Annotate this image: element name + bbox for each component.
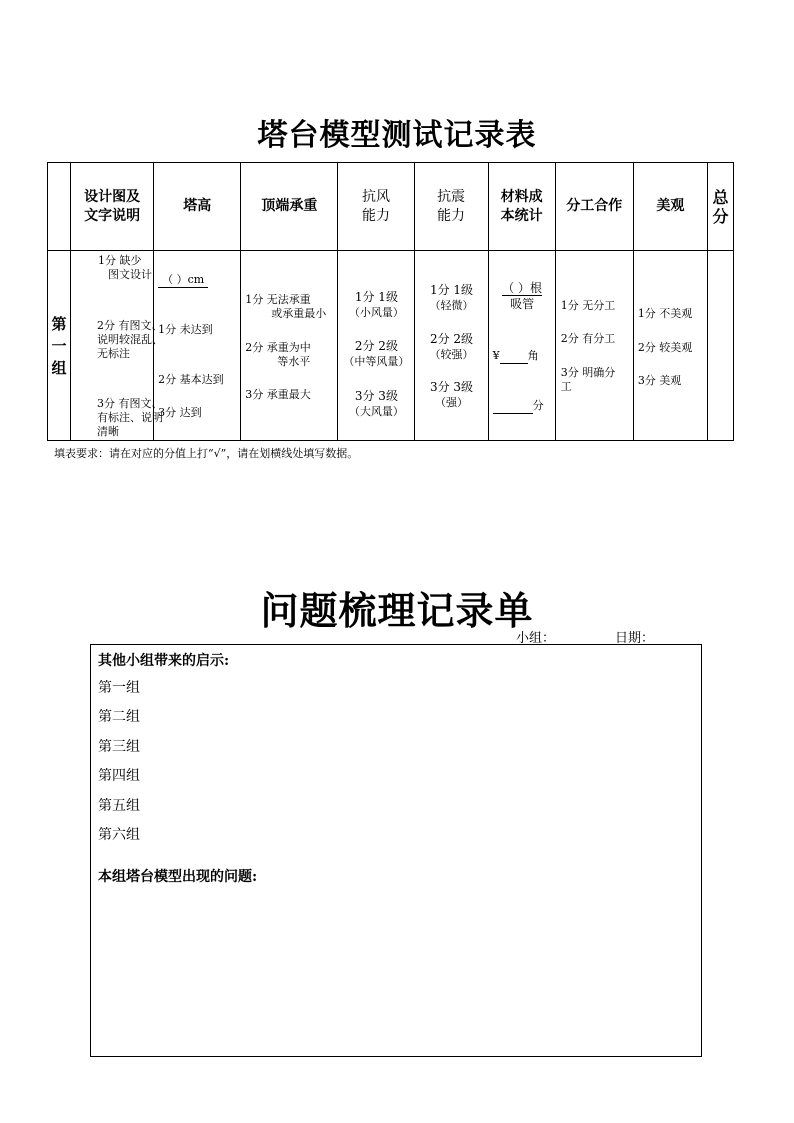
header-wind: 抗风 能力 xyxy=(338,163,414,251)
quake-score-cell[interactable]: 1分 1级 （轻微） 2分 2级 （较强） 3分 3级 （强） xyxy=(414,251,488,441)
height-blank[interactable]: （ ）cm xyxy=(158,273,208,288)
header-row xyxy=(48,163,734,251)
load-score-cell[interactable]: 1分 无法承重 或承重最小 2分 承重为中 等水平 3分 承重最大 xyxy=(241,251,338,441)
fill-instructions: 填表要求：请在对应的分值上打“√”，请在划横线处填写数据。 xyxy=(54,447,359,460)
group-line-4: 第四组 xyxy=(98,768,140,784)
tower-test-record-table xyxy=(47,162,734,441)
header-teamwork: 分工合作 xyxy=(555,163,633,251)
beauty-score-cell[interactable]: 1分 不美观 2分 较美观 3分 美观 xyxy=(633,251,707,441)
design-score-cell[interactable]: 1分 缺少 图文设计 2分 有图文、 说明较混乱、 无标注 3分 有图文、 有标注、说明 清晰 xyxy=(71,251,154,441)
record-table-title: 塔台模型测试记录表 xyxy=(257,118,537,153)
group-label-cell: 第 一 组 xyxy=(48,251,71,441)
problem-sheet-title: 问题梳理记录单 xyxy=(260,589,534,633)
group-line-5: 第五组 xyxy=(98,798,140,814)
inspiration-heading: 其他小组带来的启示: xyxy=(98,653,230,669)
header-beauty: 美观 xyxy=(633,163,707,251)
header-design: 设计图及 文字说明 xyxy=(71,163,154,251)
problems-heading: 本组塔台模型出现的问题: xyxy=(98,869,258,885)
group-line-2: 第二组 xyxy=(98,709,140,725)
group-line-6: 第六组 xyxy=(98,827,140,843)
height-score-cell[interactable]: （ ）cm 1分 未达到 2分 基本达到 3分 达到 xyxy=(154,251,241,441)
header-quake: 抗震 能力 xyxy=(414,163,488,251)
header-height: 塔高 xyxy=(154,163,241,251)
straw-count-blank[interactable]: （ ）根 xyxy=(502,281,543,295)
header-total: 总 分 xyxy=(707,163,733,251)
problem-record-box[interactable] xyxy=(90,644,702,1057)
group-line-3: 第三组 xyxy=(98,739,140,755)
date-field[interactable]: 日期： xyxy=(615,631,655,646)
group-line-1: 第一组 xyxy=(98,680,140,696)
teamwork-score-cell[interactable]: 1分 无分工 2分 有分工 3分 明确分 工 xyxy=(555,251,633,441)
group-one-row xyxy=(48,251,734,441)
header-cost: 材料成 本统计 xyxy=(488,163,555,251)
header-corner xyxy=(48,163,71,251)
header-load: 顶端承重 xyxy=(241,163,338,251)
group-field[interactable]: 小组： xyxy=(516,631,556,646)
cost-score-cell[interactable]: （ ）根 吸管 ¥ 角 分 xyxy=(488,251,555,441)
wind-score-cell[interactable]: 1分 1级 （小风量） 2分 2级 （中等风量） 3分 3级 （大风量） xyxy=(338,251,414,441)
total-score-cell[interactable] xyxy=(707,251,733,441)
